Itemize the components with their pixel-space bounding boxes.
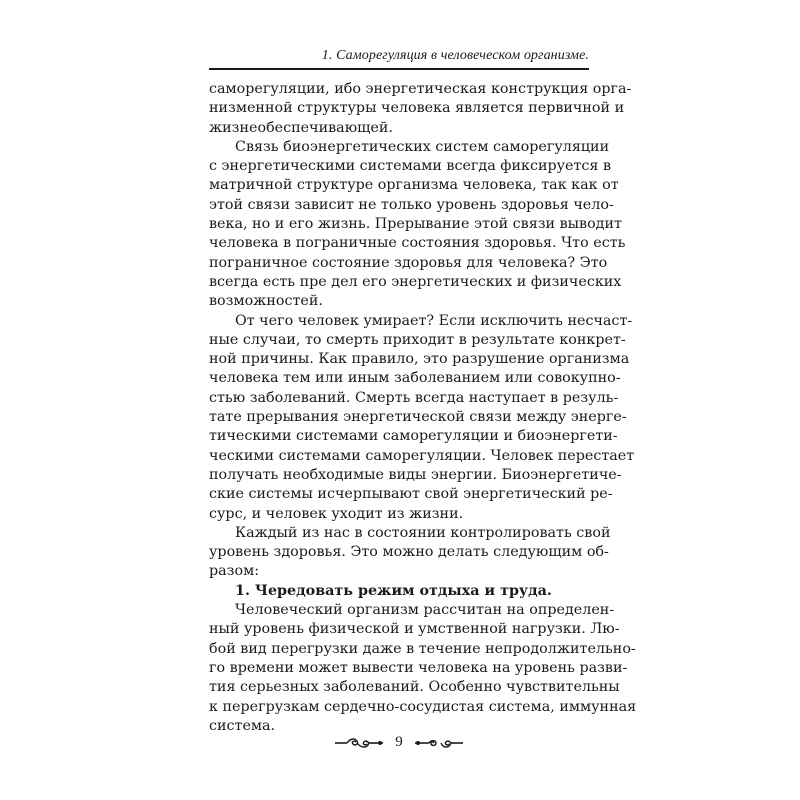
text-line: возможностей. xyxy=(209,293,323,310)
text-line: стью заболеваний. Смерть всегда наступает в резуль- xyxy=(209,389,619,406)
text-line: века, но и его жизнь. Прерывание этой связи выводит xyxy=(209,216,622,233)
header-rule xyxy=(209,68,589,70)
running-head: 1. Саморегуляция в человеческом организме. xyxy=(321,48,589,63)
text-line: человека тем или иным заболеванием или совокупно- xyxy=(209,370,621,387)
text-line: с энергетическими системами всегда фиксируется в xyxy=(209,158,612,175)
text-line: разом: xyxy=(209,563,260,580)
book-page xyxy=(209,0,637,800)
text-line: тате прерывания энергетической связи между энерге- xyxy=(209,409,627,426)
text-line: ные случаи, то смерть приходит в результате конкрет- xyxy=(209,331,626,348)
text-line: уровень здоровья. Это можно делать следующим об- xyxy=(209,544,609,561)
left-ornament-icon xyxy=(333,737,385,749)
text-line: саморегуляции, ибо энергетическая конструкция орга- xyxy=(209,81,632,97)
page-footer xyxy=(209,734,589,751)
text-line: тия серьезных заболеваний. Особенно чувствительны xyxy=(209,679,620,696)
page-number: 9 xyxy=(395,734,403,750)
text-line: пограничное состояние здоровья для человека? Это xyxy=(209,254,608,271)
text-line: система. xyxy=(209,717,276,734)
text-line: низменной структуры человека является первичной и xyxy=(209,100,625,117)
text-line: ной причины. Как правило, это разрушение организма xyxy=(209,351,630,368)
text-line: получать необходимые виды энергии. Биоэнергетиче- xyxy=(209,466,622,483)
text-line: этой связи зависит не только уровень здоровья чело- xyxy=(209,196,614,213)
text-line: ские системы исчерпывают свой энергетический ре- xyxy=(209,486,613,503)
text-line: ный уровень физической и умственной нагрузки. Лю- xyxy=(209,621,620,638)
text-line: к перегрузкам сердечно-сосудистая система, иммунная xyxy=(209,698,637,715)
text-line: тическими системами саморегуляции и биоэнергети- xyxy=(209,428,618,445)
text-line: бой вид перегрузки даже в течение непродолжительно- xyxy=(209,640,636,657)
text-line: го времени может вывести человека на уровень разви- xyxy=(209,659,628,676)
right-ornament-icon xyxy=(413,737,465,749)
text-line: человека в пограничные состояния здоровья. Что есть xyxy=(209,235,626,252)
text-line: Человеческий организм рассчитан на определен- xyxy=(235,602,615,619)
text-line: сурс, и человек уходит из жизни. xyxy=(209,505,464,522)
text-line: матричной структуре организма человека, так как от xyxy=(209,177,619,194)
text-line: Каждый из нас в состоянии контролировать свой xyxy=(235,524,611,541)
text-line: Связь биоэнергетических систем саморегуляции xyxy=(235,138,610,155)
section-heading: 1. Чередовать режим отдыха и труда. xyxy=(235,582,552,599)
text-line: всегда есть пре дел его энергетических и физических xyxy=(209,273,622,290)
body-text xyxy=(209,80,637,736)
text-line: жизнеобеспечивающей. xyxy=(209,119,393,136)
text-line: ческими системами саморегуляции. Человек перестает xyxy=(209,447,635,464)
text-line: От чего человек умирает? Если исключить несчаст- xyxy=(235,312,633,329)
